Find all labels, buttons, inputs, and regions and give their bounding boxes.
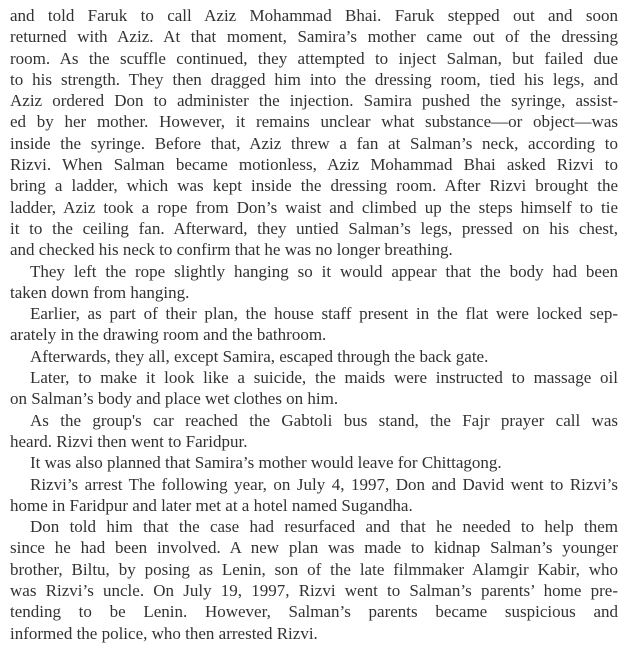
text-column [10,5,618,644]
text-line: to his strength. They then dragged him into the dressing room, tied his legs, and [10,69,618,89]
text-line: and checked his neck to confirm that he was no longer breathing. [10,240,453,260]
paragraph [10,474,618,517]
text-line: ed by her mother. However, it remains unclear what substance—or object—was [10,112,618,132]
text-line: bring a ladder, which was kept inside the dressing room. After Rizvi brought the [10,176,618,196]
text-line: As the group's car reached the Gabtoli bus stand, the Fajr prayer call was [30,410,618,430]
text-line: Earlier, as part of their plan, the house staff present in the flat were locked sep- [30,304,618,324]
text-line: arately in the drawing room and the bathroom. [10,325,327,345]
text-line: and told Faruk to call Aziz Mohammad Bhai. Faruk stepped out and soon [10,6,618,25]
text-line: inside the syringe. Before that, Aziz threw a fan at Salman’s neck, according to [10,133,618,153]
text-line: on Salman’s body and place wet clothes on him. [10,389,339,409]
text-line: Rizvi. When Salman became motionless, Aziz Mohammad Bhai asked Rizvi to [10,155,618,175]
text-line: brother, Biltu, by posing as Lenin, son of the late filmmaker Alamgir Kabir, who [10,559,618,579]
text-line: informed the police, who then arrested Rizvi. [10,623,318,643]
text-line: They left the rope slightly hanging so it would appear that the body had been [30,261,618,281]
paragraph [10,346,618,367]
paragraph [10,516,618,644]
paragraph [10,410,618,453]
text-line: Afterwards, they all, except Samira, escaped through the back gate. [30,346,489,366]
text-line: It was also planned that Samira’s mother would leave for Chittagong. [30,453,502,473]
text-line: heard. Rizvi then went to Faridpur. [10,431,248,451]
text-line: it to the ceiling fan. Afterward, they untied Salman’s legs, pressed on his chest, [10,218,618,238]
paragraph [10,5,618,261]
text-line: Aziz ordered Don to administer the injection. Samira pushed the syringe, assist- [10,91,618,111]
text-line: since he had been involved. A new plan was made to kidnap Salman’s younger [10,538,618,558]
text-line: Don told him that the case had resurfaced and that he needed to help them [30,517,618,537]
paragraph [10,261,618,304]
text-line: taken down from hanging. [10,282,190,302]
text-line: was Rizvi’s uncle. On July 19, 1997, Rizvi went to Salman’s parents’ home pre- [10,581,618,601]
text-line: tending to be Lenin. However, Salman’s parents became suspicious and [10,602,618,622]
paragraph [10,452,618,473]
text-line: Later, to make it look like a suicide, the maids were instructed to massage oil [30,368,618,388]
text-line: returned with Aziz. At that moment, Samira’s mother came out of the dressing [10,27,618,47]
paragraph [10,367,618,410]
text-line: ladder, Aziz took a rope from Don’s waist and climbed up the steps himself to tie [10,197,618,217]
text-line: room. As the scuffle continued, they attempted to inject Salman, but failed due [10,48,618,68]
text-line: home in Faridpur and later met at a hotel named Sugandha. [10,495,413,515]
paragraph [10,303,618,346]
text-line: Rizvi’s arrest The following year, on July 4, 1997, Don and David went to Rizvi’s [30,474,618,494]
